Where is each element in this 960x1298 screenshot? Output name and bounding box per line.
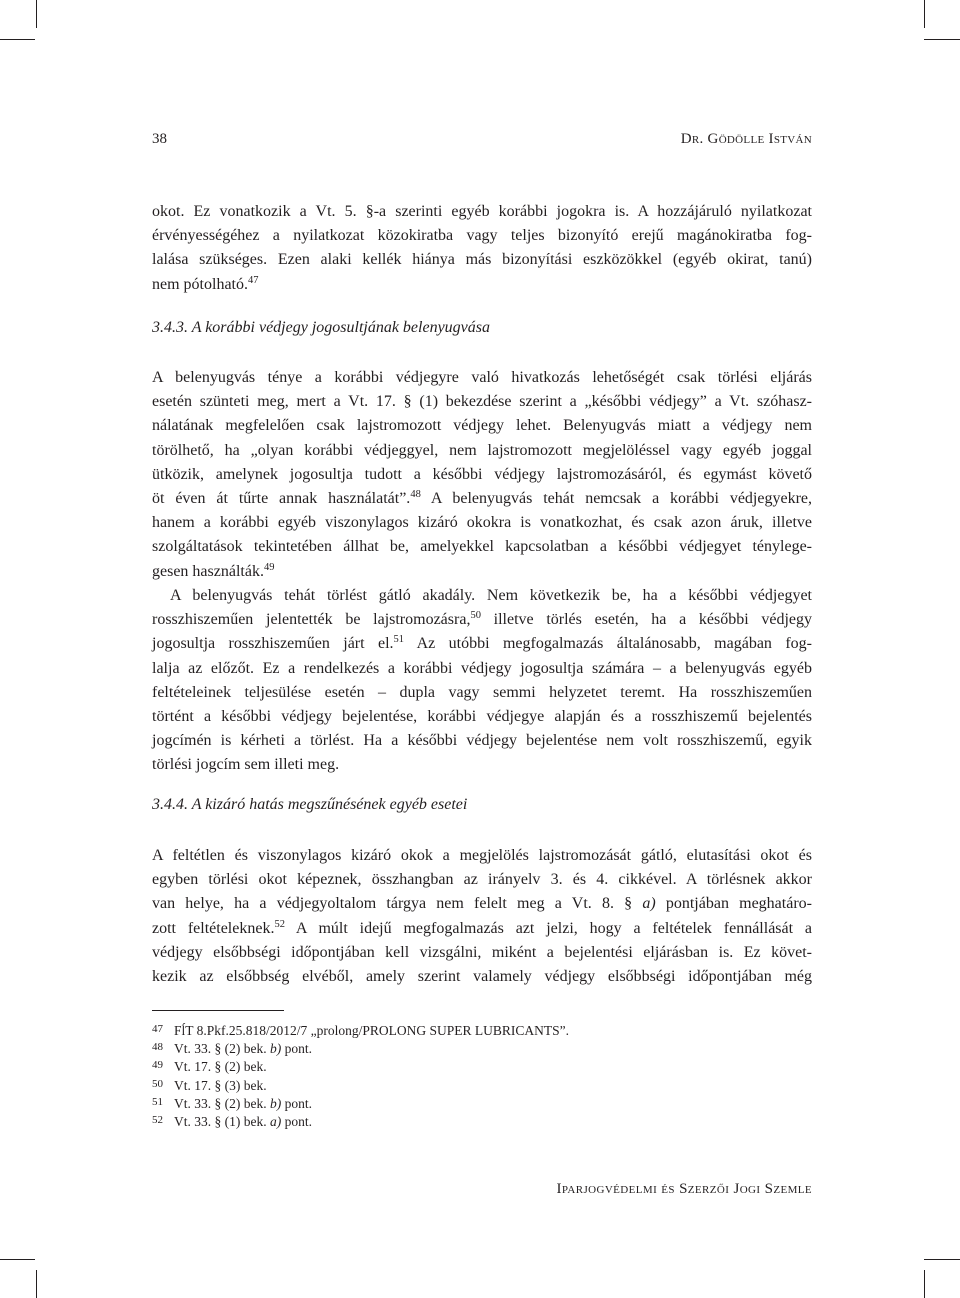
footnote-51: [152, 1094, 569, 1112]
footnote-text: Vt. 33. § (2) bek.: [174, 1095, 270, 1111]
crop-mark: [36, 0, 37, 28]
text-line: jogcímén is kérheti a törlést. Ha a későbbi védjegy bejelentése nem volt rosszhiszemű, egyik: [152, 732, 812, 750]
crop-mark: [0, 39, 35, 40]
paragraph-belenyugvas: [152, 366, 812, 584]
text-line: lalja az előzőt. Ez a rendelkezés a korábbi védjegy jogosultja számára – a belenyugvás egyéb: [152, 659, 812, 677]
text-line: egyben törlési okot képeznek, összhangban az irányelv 3. és 4. cikkével. A törlésnek akkor: [152, 871, 812, 889]
footnote-50: [152, 1076, 569, 1094]
footnote-49: [152, 1057, 569, 1075]
line-text: A belenyugvás tehát nemcsak a korábbi védjegyekre,: [420, 490, 812, 508]
footnote-number: 51: [152, 1095, 163, 1108]
footnote-number: 50: [152, 1077, 163, 1090]
crop-mark: [0, 1259, 35, 1260]
running-head-author: Dr. Gödölle István: [680, 131, 812, 147]
crop-mark: [924, 1270, 925, 1298]
text-line: [152, 892, 812, 916]
text-line: [152, 560, 812, 584]
crop-mark: [924, 0, 925, 28]
line-text: rosszhiszeműen jelentették be lajstromozásra,: [152, 611, 471, 629]
crop-mark: [924, 39, 960, 40]
text-line: [152, 608, 812, 632]
line-text: jogosultja rosszhiszeműen járt el.: [152, 635, 394, 653]
line-text-italic: a): [642, 895, 656, 913]
text-line: lalása szükséges. Ezen alaki kellék hiánya más bizonyítási eszközökkel (egyéb okirat, tanú): [152, 251, 812, 269]
text-line: [152, 487, 812, 511]
text-line: esetén szünteti meg, mert a Vt. 17. § (1) bekezdése szerint a „későbbi védjegy” a Vt. szóhasz-: [152, 393, 812, 411]
line-text: zott feltételeknek.: [152, 919, 275, 937]
text-line: ütközik, amelynek jogosultja tudott a későbbi védjegy lajstromozásáról, és egymást követő: [152, 465, 812, 483]
footnote-47: [152, 1021, 569, 1039]
text-line: szolgáltatások tekintetében állhat be, amelyekkel kapcsolatban a későbbi védjegyet ténylege-: [152, 538, 812, 556]
text-line: A feltétlen és viszonylagos kizáró okok a megjelölés lajstromozását gátló, elutasítási okot és: [152, 847, 812, 864]
footnote-text: pont.: [281, 1114, 312, 1130]
crop-mark: [924, 1259, 960, 1260]
footnote-text: Vt. 33. § (1) bek.: [174, 1114, 270, 1130]
footnote-text: Vt. 17. § (3) bek.: [174, 1077, 267, 1093]
text-line: okot. Ez vonatkozik a Vt. 5. §-a szerinti egyéb korábbi jogokra is. A hozzájáruló nyilatkozat: [152, 203, 812, 220]
footnote-ref-48[interactable]: 48: [410, 489, 421, 501]
line-text: van helye, ha a védjegyoltalom tárgya nem felelt meg a Vt. 8. §: [152, 895, 643, 913]
text-line: [152, 273, 812, 297]
footnote-text-italic: a): [269, 1114, 282, 1130]
text-line: törlési jogcím sem illeti meg.: [152, 756, 340, 774]
footnote-text-italic: b): [269, 1041, 282, 1057]
footnote-48: [152, 1039, 569, 1057]
footnote-text-italic: b): [269, 1095, 282, 1111]
paragraph-continuation: [152, 200, 812, 297]
footnote-ref-47[interactable]: 47: [247, 274, 259, 286]
footnote-text: FĺT 8.Pkf.25.818/2012/7 „prolong/PROLONG SUPER LUBRICANTS”.: [174, 1023, 570, 1038]
page-number: 38: [152, 131, 167, 147]
crop-mark: [36, 1270, 37, 1298]
text-line: kezik az elsőbbség elvéből, amely szerint valamely védjegy elsőbbségi időpontjában még: [152, 968, 812, 986]
footnote-ref-51[interactable]: 51: [393, 634, 405, 646]
text-line: hanem a korábbi egyéb viszonylagos kizáró okokra is vonatkozhat, és csak azon áruk, illetve: [152, 514, 812, 532]
line-text: gesen használták.: [152, 562, 264, 580]
line-text: illetve törlés esetén, ha a későbbi védjegy: [480, 611, 812, 629]
line-text: pontjában meghatáro-: [655, 895, 812, 913]
text-line: [152, 917, 812, 941]
text-line: [152, 632, 812, 656]
paragraph-kizaro-okok: [152, 844, 812, 989]
text-line: A belenyugvás tehát törlést gátló akadály. Nem következik be, ha a későbbi védjegyet: [170, 587, 812, 604]
footnote-ref-52[interactable]: 52: [274, 918, 285, 930]
text-line: törölhető, ha „olyan korábbi védjeggyel, nem lajstromozott megjelöléssel vagy egyéb joggal: [152, 441, 812, 459]
footnote-text: pont.: [281, 1041, 312, 1057]
footnote-divider: [152, 1010, 284, 1011]
text-line: A belenyugvás ténye a korábbi védjegyre való hivatkozás lehetőségét csak törlési eljárás: [152, 369, 812, 386]
footnote-ref-49[interactable]: 49: [263, 561, 275, 573]
text-line: érvényességéhez a nyilatkozat közokiratba vagy teljes bizonyító erejű magánokiratba fog-: [152, 227, 812, 245]
line-text: öt éven át tűrte annak használatát”.: [152, 490, 411, 508]
footnote-52: [152, 1112, 569, 1130]
footnote-ref-50[interactable]: 50: [470, 610, 481, 622]
footnotes: [152, 1021, 569, 1130]
text-line: védjegy elsőbbségi időpontjában kell vizsgálni, miként a bejelentési eljárásban is. Ez követ-: [152, 943, 812, 961]
line-text: nem pótolható.: [152, 275, 248, 293]
footnote-number: 52: [152, 1114, 163, 1127]
footnote-number: 47: [152, 1023, 163, 1035]
footnote-text: Vt. 33. § (2) bek.: [174, 1041, 270, 1057]
text-line: nálatának megfelelően csak lajstromozott védjegy lehet. Belenyugvás miatt a védjegy nem: [152, 417, 812, 435]
footnote-number: 48: [152, 1041, 163, 1054]
footnote-number: 49: [152, 1059, 163, 1072]
line-text: Az utóbbi megfogalmazás általánosabb, magában fog-: [404, 635, 813, 653]
footnote-text: Vt. 17. § (2) bek.: [174, 1059, 267, 1075]
section-heading-3-4-3: 3.4.3. A korábbi védjegy jogosultjának belenyugvása: [152, 319, 491, 336]
section-heading-3-4-4: 3.4.4. A kizáró hatás megszűnésének egyéb esetei: [152, 796, 468, 813]
text-line: történt a későbbi védjegy bejelentése, korábbi védjegye alapján és a rosszhiszemű bejelentés: [152, 708, 812, 726]
line-text: A múlt idejű megfogalmazás azt jelzi, hogy a feltételek fennállását a: [284, 919, 813, 937]
paragraph-torlest-gatlo: [152, 584, 812, 778]
text-line: feltételeinek teljesülése esetén – dupla vagy semmi helyzetet teremt. Ha rosszhiszeműen: [152, 683, 812, 701]
running-foot-journal: Iparjogvédelmi és Szerzői Jogi Szemle: [556, 1181, 812, 1197]
footnote-text: pont.: [281, 1095, 312, 1111]
